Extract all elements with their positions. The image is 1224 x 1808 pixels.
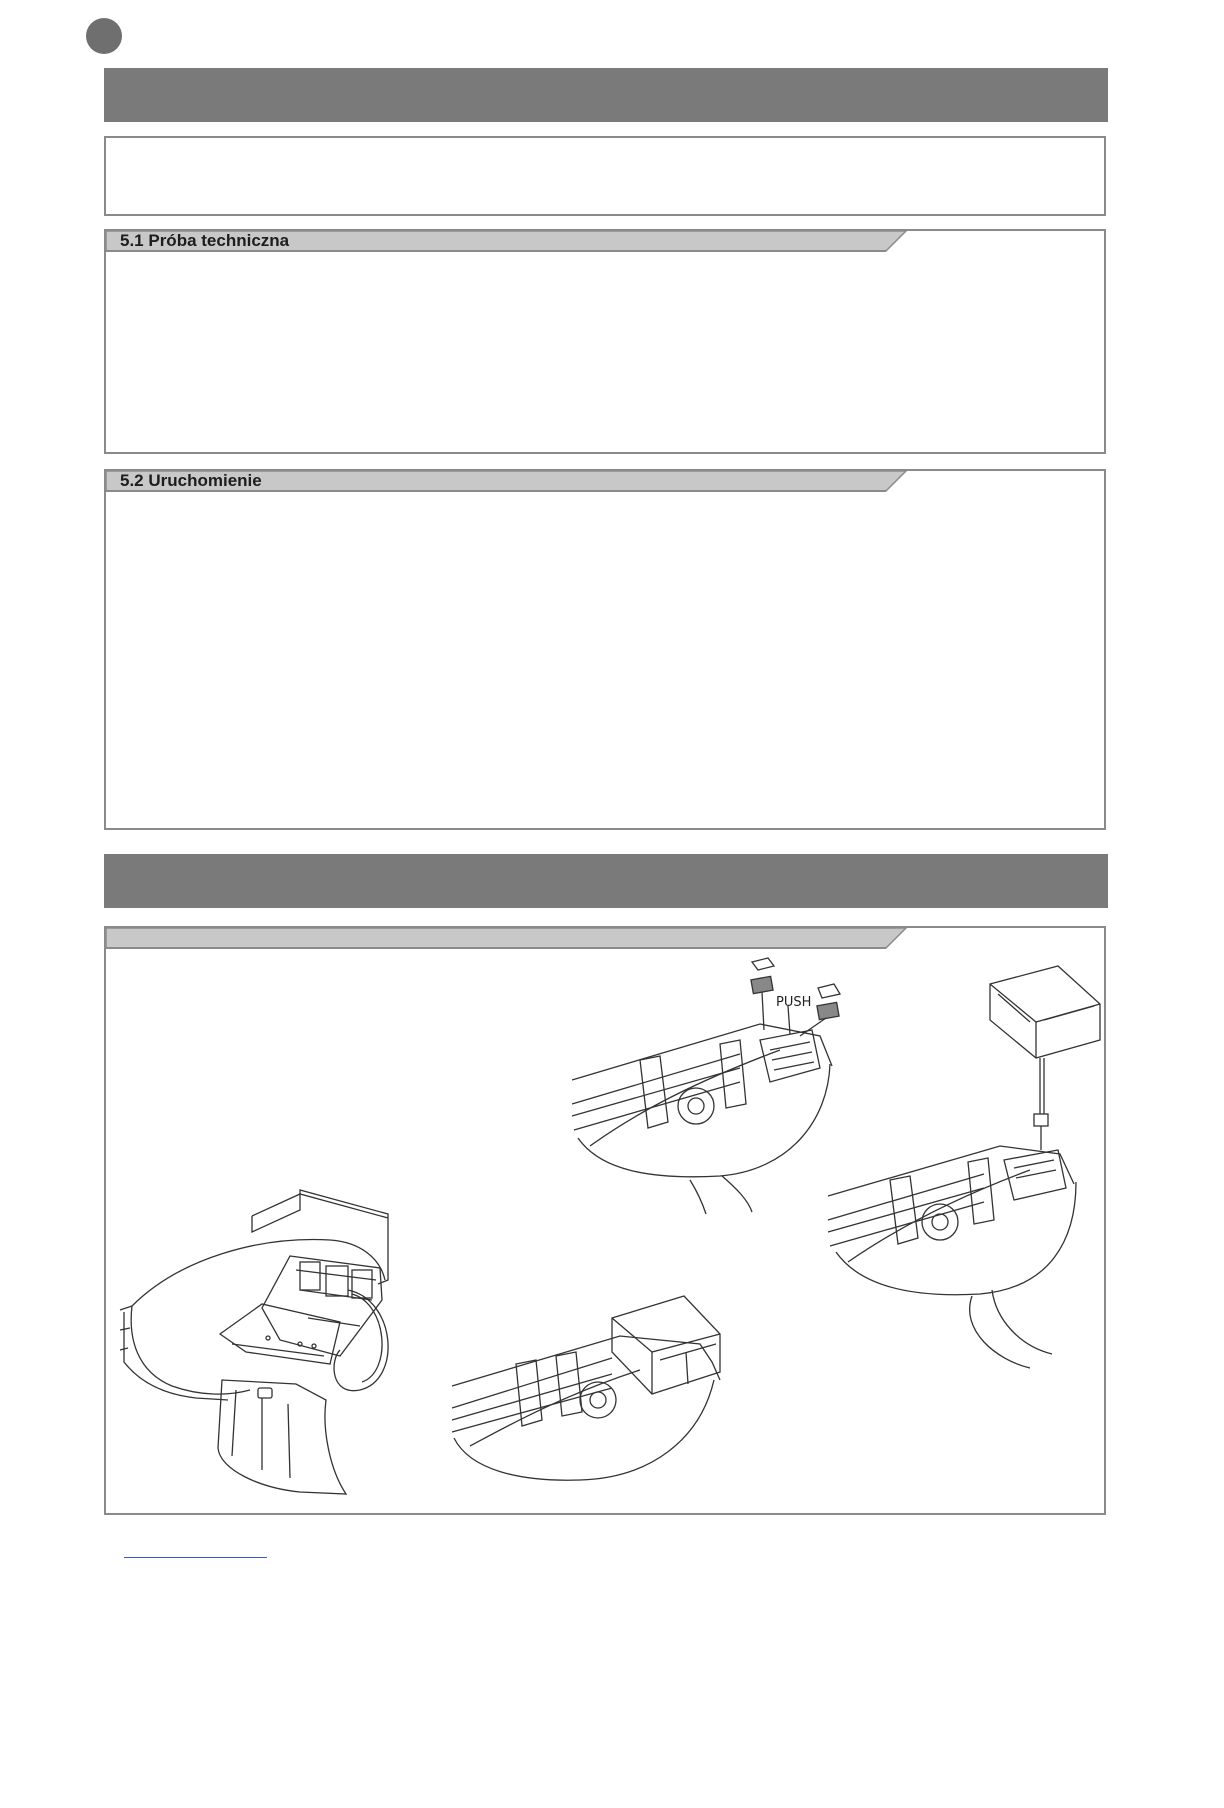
drawing-unit-push	[572, 958, 840, 1214]
footer-link-underline	[124, 1557, 267, 1558]
drawing-battery-connection	[828, 966, 1100, 1368]
drawing-unit-open	[120, 1190, 388, 1494]
push-label: PUSH	[776, 995, 812, 1010]
section-5-2-title: 5.2 Uruchomienie	[120, 471, 262, 490]
section-5-1-title: 5.1 Próba techniczna	[120, 231, 290, 250]
drawing-unit-with-battery	[452, 1296, 720, 1480]
